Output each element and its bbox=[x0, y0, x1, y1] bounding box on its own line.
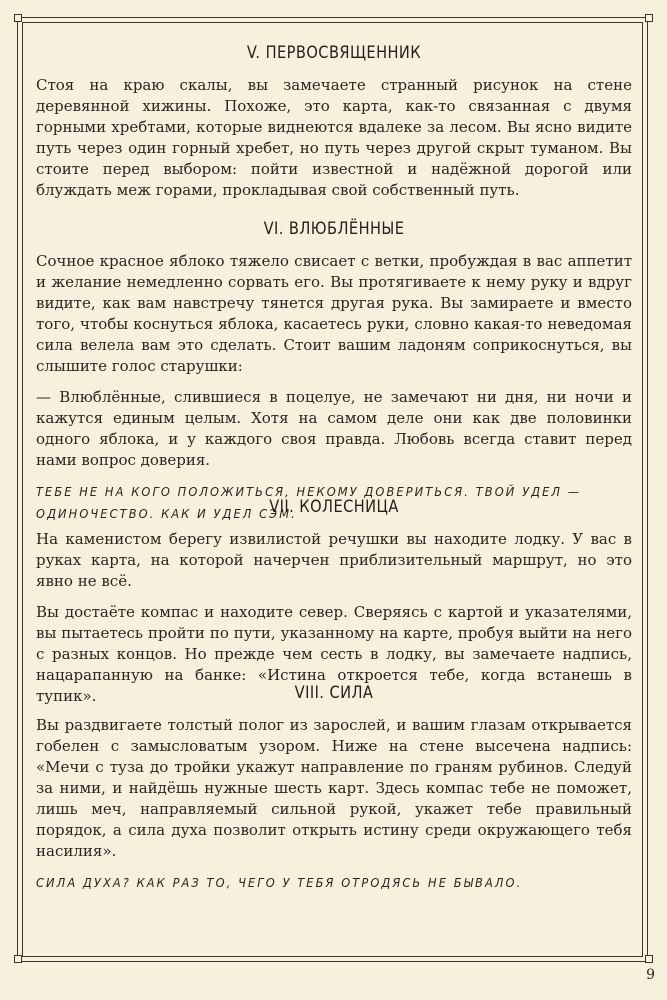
section-lovers bbox=[36, 219, 632, 525]
section-hierophant bbox=[36, 43, 632, 211]
section-title: VI. ВЛЮБЛЁННЫЕ bbox=[263, 219, 405, 239]
handwritten-note: СИЛА ДУХА? КАК РАЗ ТО, ЧЕГО У ТЕБЯ ОТРОДЯСЬ НЕ БЫВАЛО. bbox=[36, 876, 523, 890]
paragraph: Сочное красное яблоко тяжело свисает с ветки, пробуждая в вас аппетит и желание немедленно сорвать его. Вы протягиваете к нему руку и вдруг видите, как вам навстречу тянется другая рука. Вы замираете и вместо того, чтобы коснуться яблока, касаетесь руки, словно какая-то неведомая сила велела вам это сделать. Стоит вашим ладоням соприкоснуться, вы слышите голос старушки: bbox=[36, 252, 632, 375]
page-number: 9 bbox=[646, 967, 655, 983]
frame-corner-top-left bbox=[14, 14, 22, 22]
section-title: V. ПЕРВОСВЯЩЕННИК bbox=[246, 43, 422, 63]
paragraph: На каменистом берегу извилистой речушки вы находите лодку. У вас в руках карта, на которой начерчен приблизительный маршрут, но это явно не всё. bbox=[36, 530, 632, 590]
paragraph: — Влюблённые, слившиеся в поцелуе, не замечают ни дня, ни ночи и кажутся единым целым. Хотя на самом деле они как две половинки одного яблока, и у каждого своя правда. Любовь всегда ставит перед нами вопрос доверия. bbox=[36, 388, 632, 469]
section-title: VII. КОЛЕСНИЦА bbox=[269, 497, 399, 517]
section-title: VIII. СИЛА bbox=[294, 683, 374, 703]
frame-corner-bottom-left bbox=[14, 955, 22, 963]
handwritten-note: ТЕБЕ НЕ НА КОГО ПОЛОЖИТЬСЯ, НЕКОМУ ДОВЕРИТЬСЯ. ТВОЙ УДЕЛ — ОДИНОЧЕСТВО. КАК И УДЕЛ СЭМ. bbox=[36, 485, 582, 521]
paragraph: Вы раздвигаете толстый полог из зарослей, и вашим глазам открывается гобелен с замысловатым узором. Ниже на стене высечена надпись: «Мечи с туза до тройки укажут направление по граням рубинов. Следуй за ними, и найдёшь нужные шесть карт. Здесь компас тебе не поможет, лишь меч, направляемый сильной рукой, укажет тебе правильный порядок, а сила духа позволит открыть истину среди окружающего тебя насилия». bbox=[36, 716, 632, 860]
frame-corner-bottom-right bbox=[645, 955, 653, 963]
frame-corner-top-right bbox=[645, 14, 653, 22]
section-strength bbox=[36, 683, 632, 894]
paragraph: Стоя на краю скалы, вы замечаете странный рисунок на стене деревянной хижины. Похоже, это карта, как-то связанная с двумя горными хребтами, которые виднеются вдалеке за лесом. Вы ясно видите путь через один горный хребет, но путь через другой скрыт туманом. Вы стоите перед выбором: пойти известной и надёжной дорогой или блуждать меж горами, прокладывая свой собственный путь. bbox=[36, 76, 632, 199]
paragraph: Вы достаёте компас и находите север. Сверяясь с картой и указателями, вы пытаетесь пройти по пути, указанному на карте, пробуя выйти на него с разных концов. Но прежде чем сесть в лодку, вы замечаете надпись, нацарапанную на банке: «Истина откроется тебе, когда встанешь в тупик». bbox=[36, 603, 632, 705]
